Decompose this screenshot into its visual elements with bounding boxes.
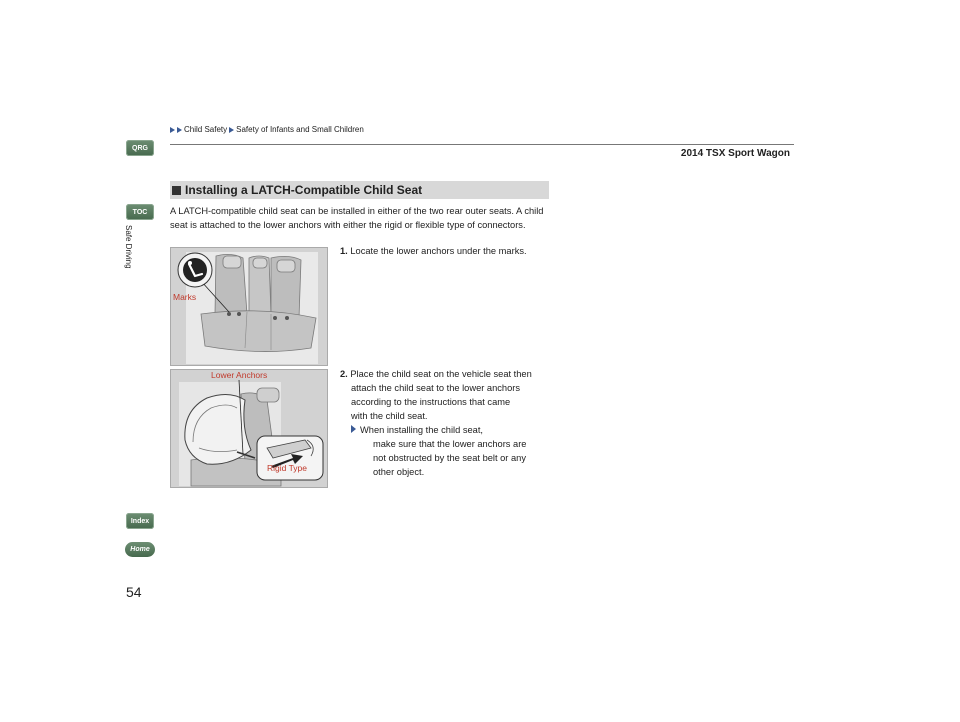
breadcrumb-link-child-safety[interactable]: Child Safety [184, 125, 228, 134]
section-title: Installing a LATCH-Compatible Child Seat [185, 183, 423, 197]
step-2-number: 2. [340, 369, 348, 379]
step-2-line-4: with the child seat. [351, 411, 428, 421]
note-arrow-icon [351, 425, 356, 433]
note-line-3: not obstructed by the seat belt or any [373, 453, 526, 463]
intro-paragraph: A LATCH-compatible child seat can be installed in either of the two rear outer seats. A child seat is attached to the lower anchors with either the rigid or flexible type of connectors. [170, 206, 544, 230]
section-heading [170, 181, 549, 199]
child-seat-illustration [170, 369, 328, 488]
step-1-number: 1. [340, 246, 348, 256]
toc-button[interactable]: TOC [126, 204, 154, 220]
breadcrumb-link-safety-infants[interactable]: Safety of Infants and Small Children [236, 125, 364, 134]
breadcrumb [170, 125, 364, 134]
section-tab-label: Safe Driving [124, 225, 133, 269]
step-1 [340, 244, 555, 258]
page-number: 54 [126, 584, 142, 600]
step-2-line-2: attach the child seat to the lower anchors [351, 383, 520, 393]
note-line-1: When installing the child seat, [360, 425, 483, 435]
breadcrumb-arrow-icon [229, 127, 234, 133]
marks-callout: Marks [173, 292, 197, 302]
step-2-line-3: according to the instructions that came [351, 397, 511, 407]
home-button[interactable]: Home [125, 542, 155, 557]
index-button[interactable]: Index [126, 513, 154, 529]
step-2-line-1: Place the child seat on the vehicle seat then [350, 369, 532, 379]
qrg-button[interactable]: QRG [126, 140, 154, 156]
note-line-4: other object. [373, 467, 425, 477]
header-divider [170, 144, 794, 145]
step-2 [340, 367, 555, 479]
note-line-2: make sure that the lower anchors are [373, 439, 527, 449]
breadcrumb-arrow-icon [170, 127, 175, 133]
lower-anchors-callout: Lower Anchors [211, 370, 268, 380]
breadcrumb-arrow-icon [177, 127, 182, 133]
rigid-type-callout: Rigid Type [267, 463, 308, 473]
rear-seat-illustration [170, 247, 328, 366]
step-1-text: Locate the lower anchors under the marks. [350, 246, 527, 256]
model-title: 2014 TSX Sport Wagon [680, 148, 790, 159]
step-2-note [340, 423, 555, 479]
heading-square-icon [172, 186, 181, 195]
